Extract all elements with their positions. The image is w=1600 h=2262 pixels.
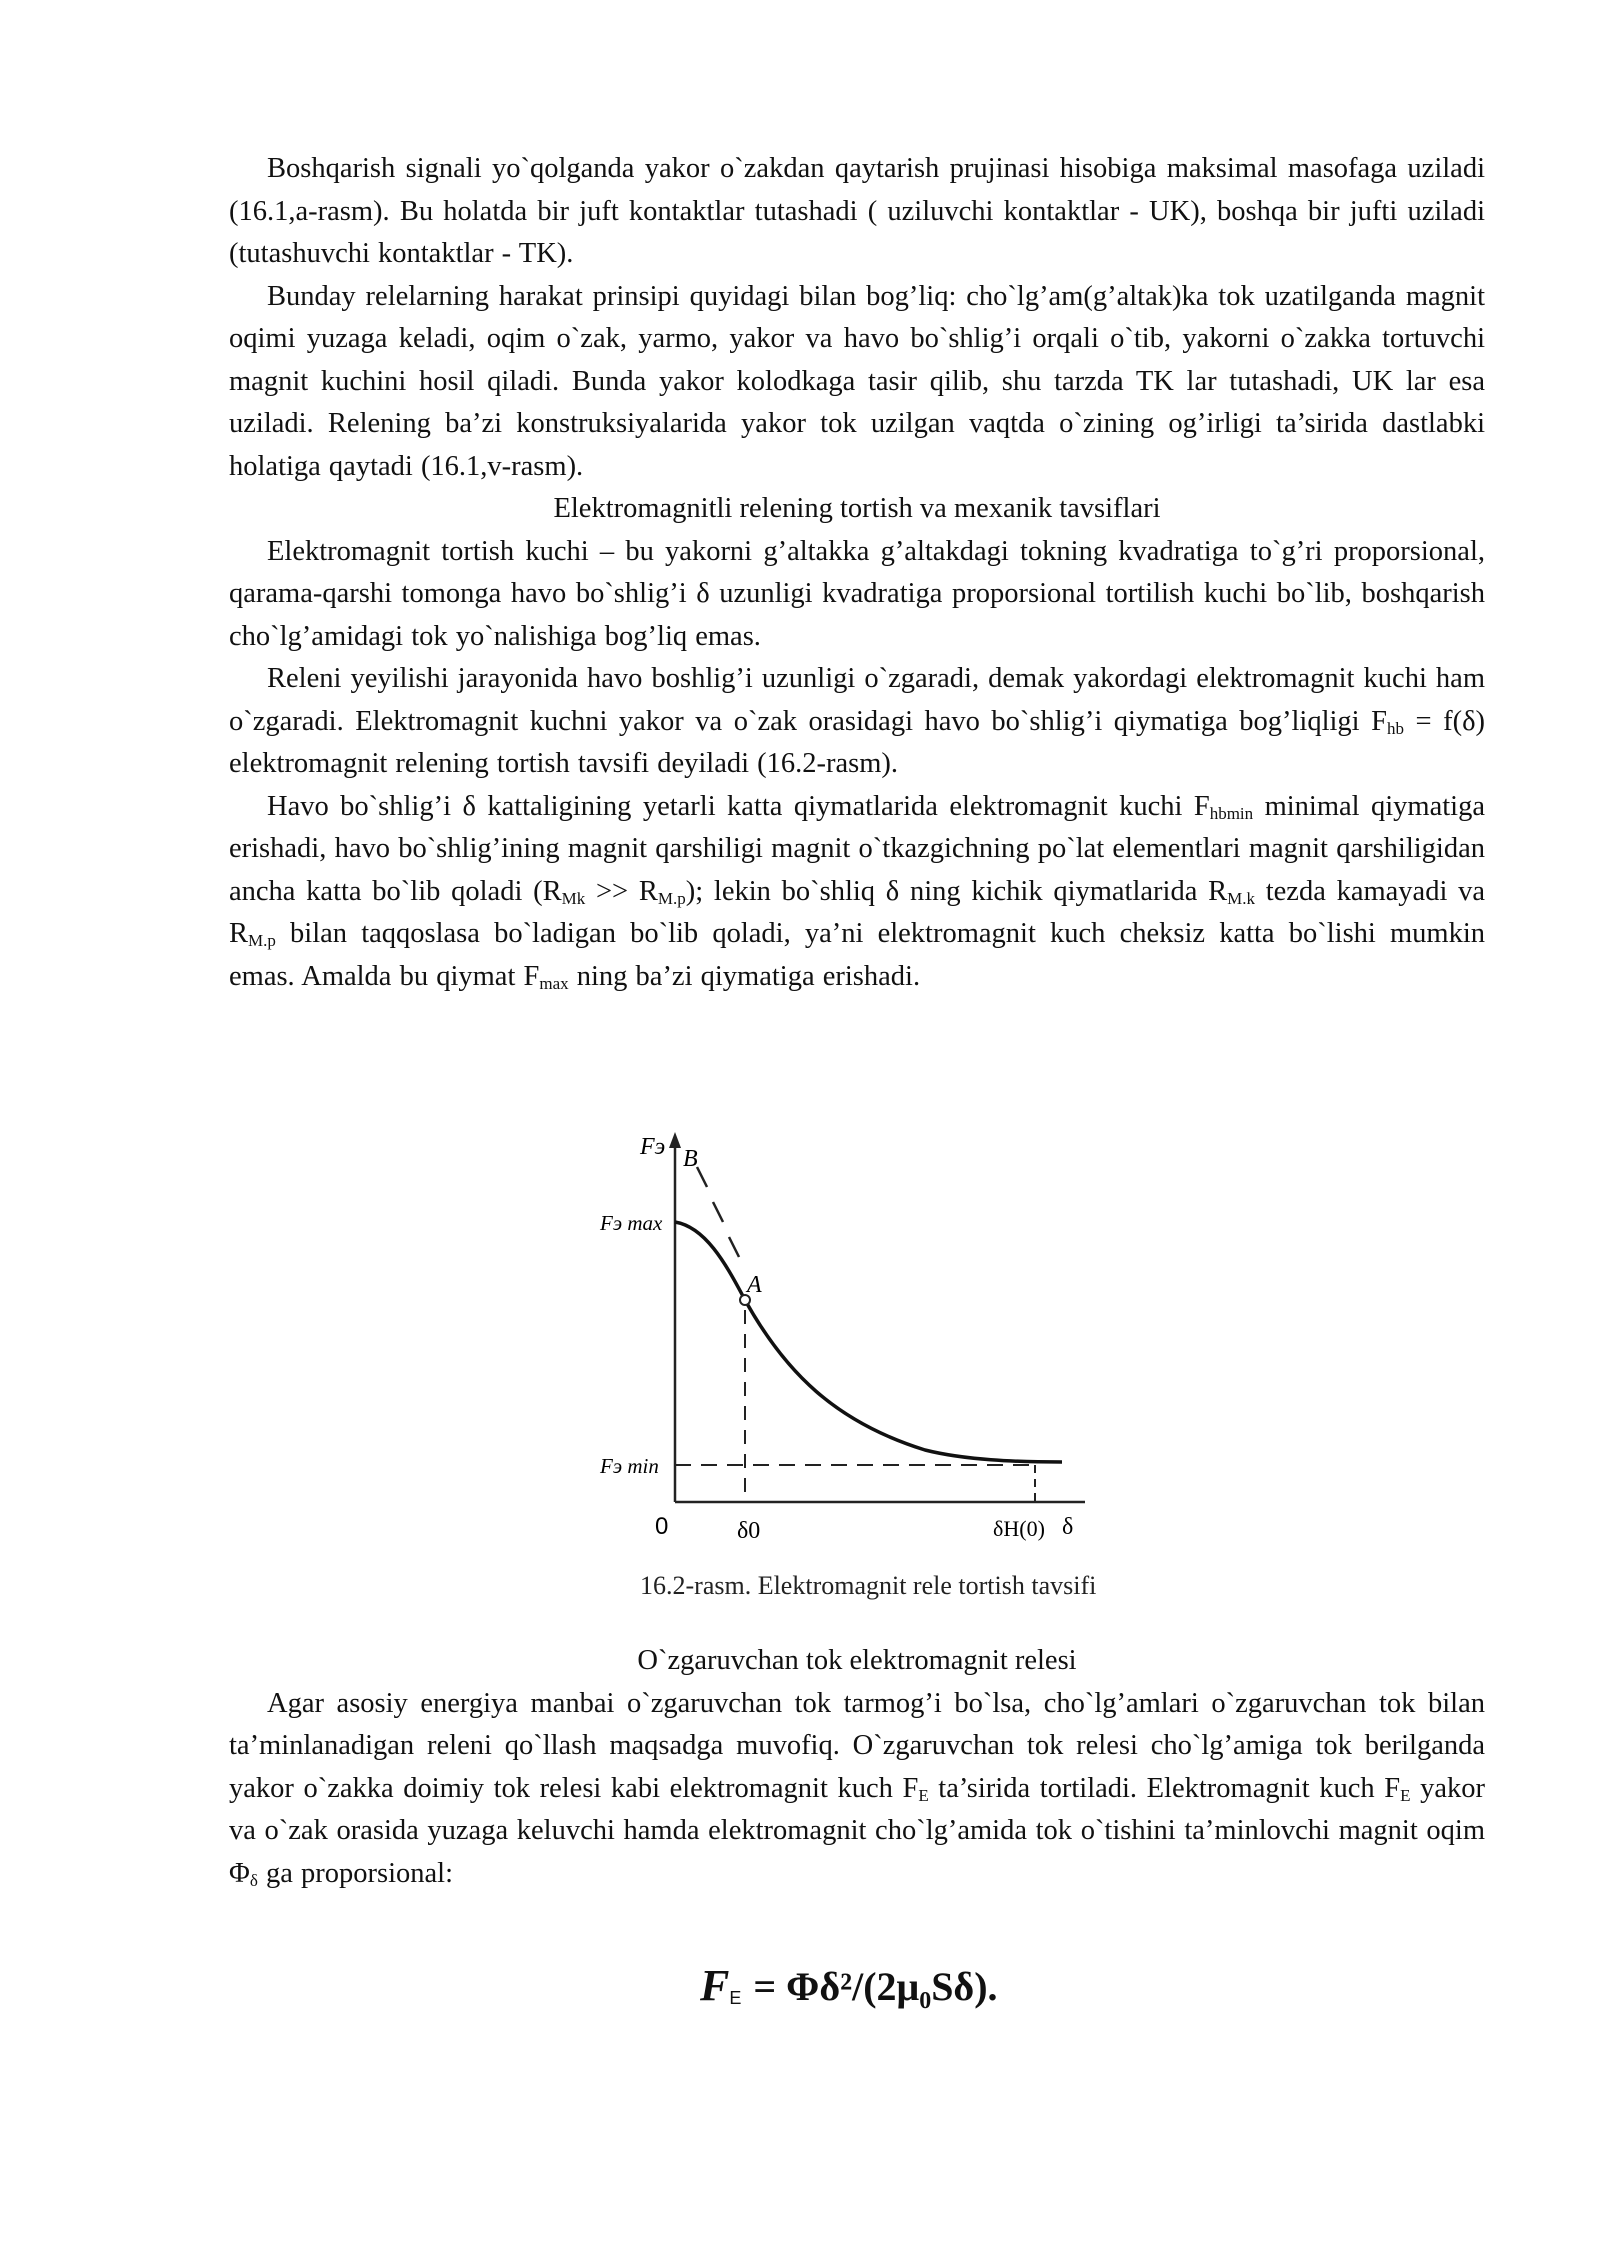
document-body-continued [229, 1640, 1485, 1895]
section-heading-2: O`zgaruvchan tok elektromagnit relesi [637, 1645, 1077, 1676]
label-a: A [747, 1272, 762, 1298]
label-deltaH: δH(0) [993, 1516, 1045, 1541]
label-delta0: δ0 [737, 1518, 761, 1544]
force-formula [700, 1960, 1080, 2040]
tangent-dash-2 [713, 1202, 723, 1222]
label-fmin: Fэ min [600, 1454, 659, 1478]
document-body [229, 148, 1485, 998]
traction-characteristic-figure [595, 1132, 1155, 1612]
formula-lhs-sub: E [729, 1988, 742, 2009]
formula-lhs: F [700, 1961, 730, 2010]
y-axis-arrow [669, 1132, 681, 1148]
paragraph-2: Bunday relelarning harakat prinsipi quyidagi bilan bog’liq: cho`lg’am(g’altak)ka tok uzatilganda magnit oqimi yuzaga keladi, oqim o`zak, yarmo, yakor va havo bo`shlig’i orqali o`tib, yakorni o`zakka tortuvchi magnit kuchini hosil qiladi. Bunda yakor kolodkaga tasir qilib, shu tarzda TK lar tutashadi, UK lar esa uziladi. Relening ba’zi konstruksiyalarida yakor tok uzilgan vaqtda o`zining og’irligi ta’sirida dastlabki holatiga qaytadi (16.1,v-rasm). [229, 280, 1485, 482]
paragraph-4: Releni yeyilishi jarayonida havo boshlig’i uzunligi o`zgaradi, demak yakordagi elektromagnit kuchi ham o`zgaradi. Elektromagnit kuchni yakor va o`zak orasidagi havo bo`shlig’i qiymatiga bog’liqligi $F_{hb} = f(\delta)$ elektromagnit relening tortish tavsifi deyiladi (16.2-rasm). [229, 663, 1485, 779]
section-heading-1: Elektromagnitli relening tortish va mexanik tavsiflari [553, 493, 1161, 524]
label-fmax: Fэ max [600, 1211, 663, 1235]
paragraph-3: Elektromagnit tortish kuchi – bu yakorni g’altakka g’altakdagi tokning kvadratiga to`g’ri proporsional, qarama-qarshi tomonga havo bo`shlig’i δ uzunligi kvadratiga proporsional tortilish kuchi bo`lib, boshqarish cho`lg’amidagi tok yo`nalishiga bog’liq emas. [229, 535, 1485, 652]
paragraph-1: Boshqarish signali yo`qolganda yakor o`zakdan qaytarish prujinasi hisobiga maksimal masofaga uziladi (16.1,a-rasm). Bu holatda bir juft kontaktlar tutashadi ( uziluvchi kontaktlar - UK), boshqa bir jufti uziladi (tutashuvchi kontaktlar - TK). [229, 153, 1485, 269]
x-axis-label: δ [1062, 1514, 1074, 1540]
label-b: B [683, 1146, 698, 1172]
formula-rhs: = Φδ²/(2μ₀Sδ). [753, 1964, 998, 2009]
figure-caption: 16.2-rasm. Elektromagnit rele tortish tavsifi [640, 1571, 1097, 1600]
tangent-dash-1 [697, 1167, 707, 1187]
traction-curve [675, 1222, 1062, 1462]
traction-curve-graph [595, 1132, 1155, 1572]
y-axis-label: Fэ [640, 1134, 666, 1160]
paragraph-6: Agar asosiy energiya manbai o`zgaruvchan tok tarmog’i bo`lsa, cho`lg’amlari o`zgaruvchan tok bilan ta’minlanadigan releni qo`llash maqsadga muvofiq. O`zgaruvchan tok relesi cho`lg’amiga tok berilganda yakor o`zakka doimiy tok relesi kabi elektromagnit kuch $F_E$ ta’sirida tortiladi. Elektromagnit kuch $F_E$ yakor va o`zak orasida yuzaga keluvchi hamda elektromagnit cho`lg’amida tok o`tishini ta’minlovchi magnit oqim $\Phi_\delta$ ga proporsional: [229, 1687, 1485, 1890]
label-origin: 0 [655, 1513, 669, 1540]
tangent-dash-3 [729, 1237, 739, 1257]
paragraph-5: Havo bo`shlig’i δ kattaligining yetarli katta qiymatlarida elektromagnit kuchi $F_{hbmin}$ minimal qiymatiga erishadi, havo bo`shlig’ining magnit qarshiligi magnit o`tkazgichning po`lat elementlari magnit qarshiligidan ancha katta bo`lib qoladi $(R_{Mk} >> R_{M.p})$; lekin bo`shliq δ ning kichik qiymatlarida $R_{M.k}$ tezda kamayadi va $R_{M.p}$ bilan taqqoslasa bo`ladigan bo`lib qoladi, ya’ni elektromagnit kuch cheksiz katta bo`lishi mumkin emas. Amalda bu qiymat $F_{max}$ ning ba’zi qiymatiga erishadi. [229, 790, 1486, 993]
